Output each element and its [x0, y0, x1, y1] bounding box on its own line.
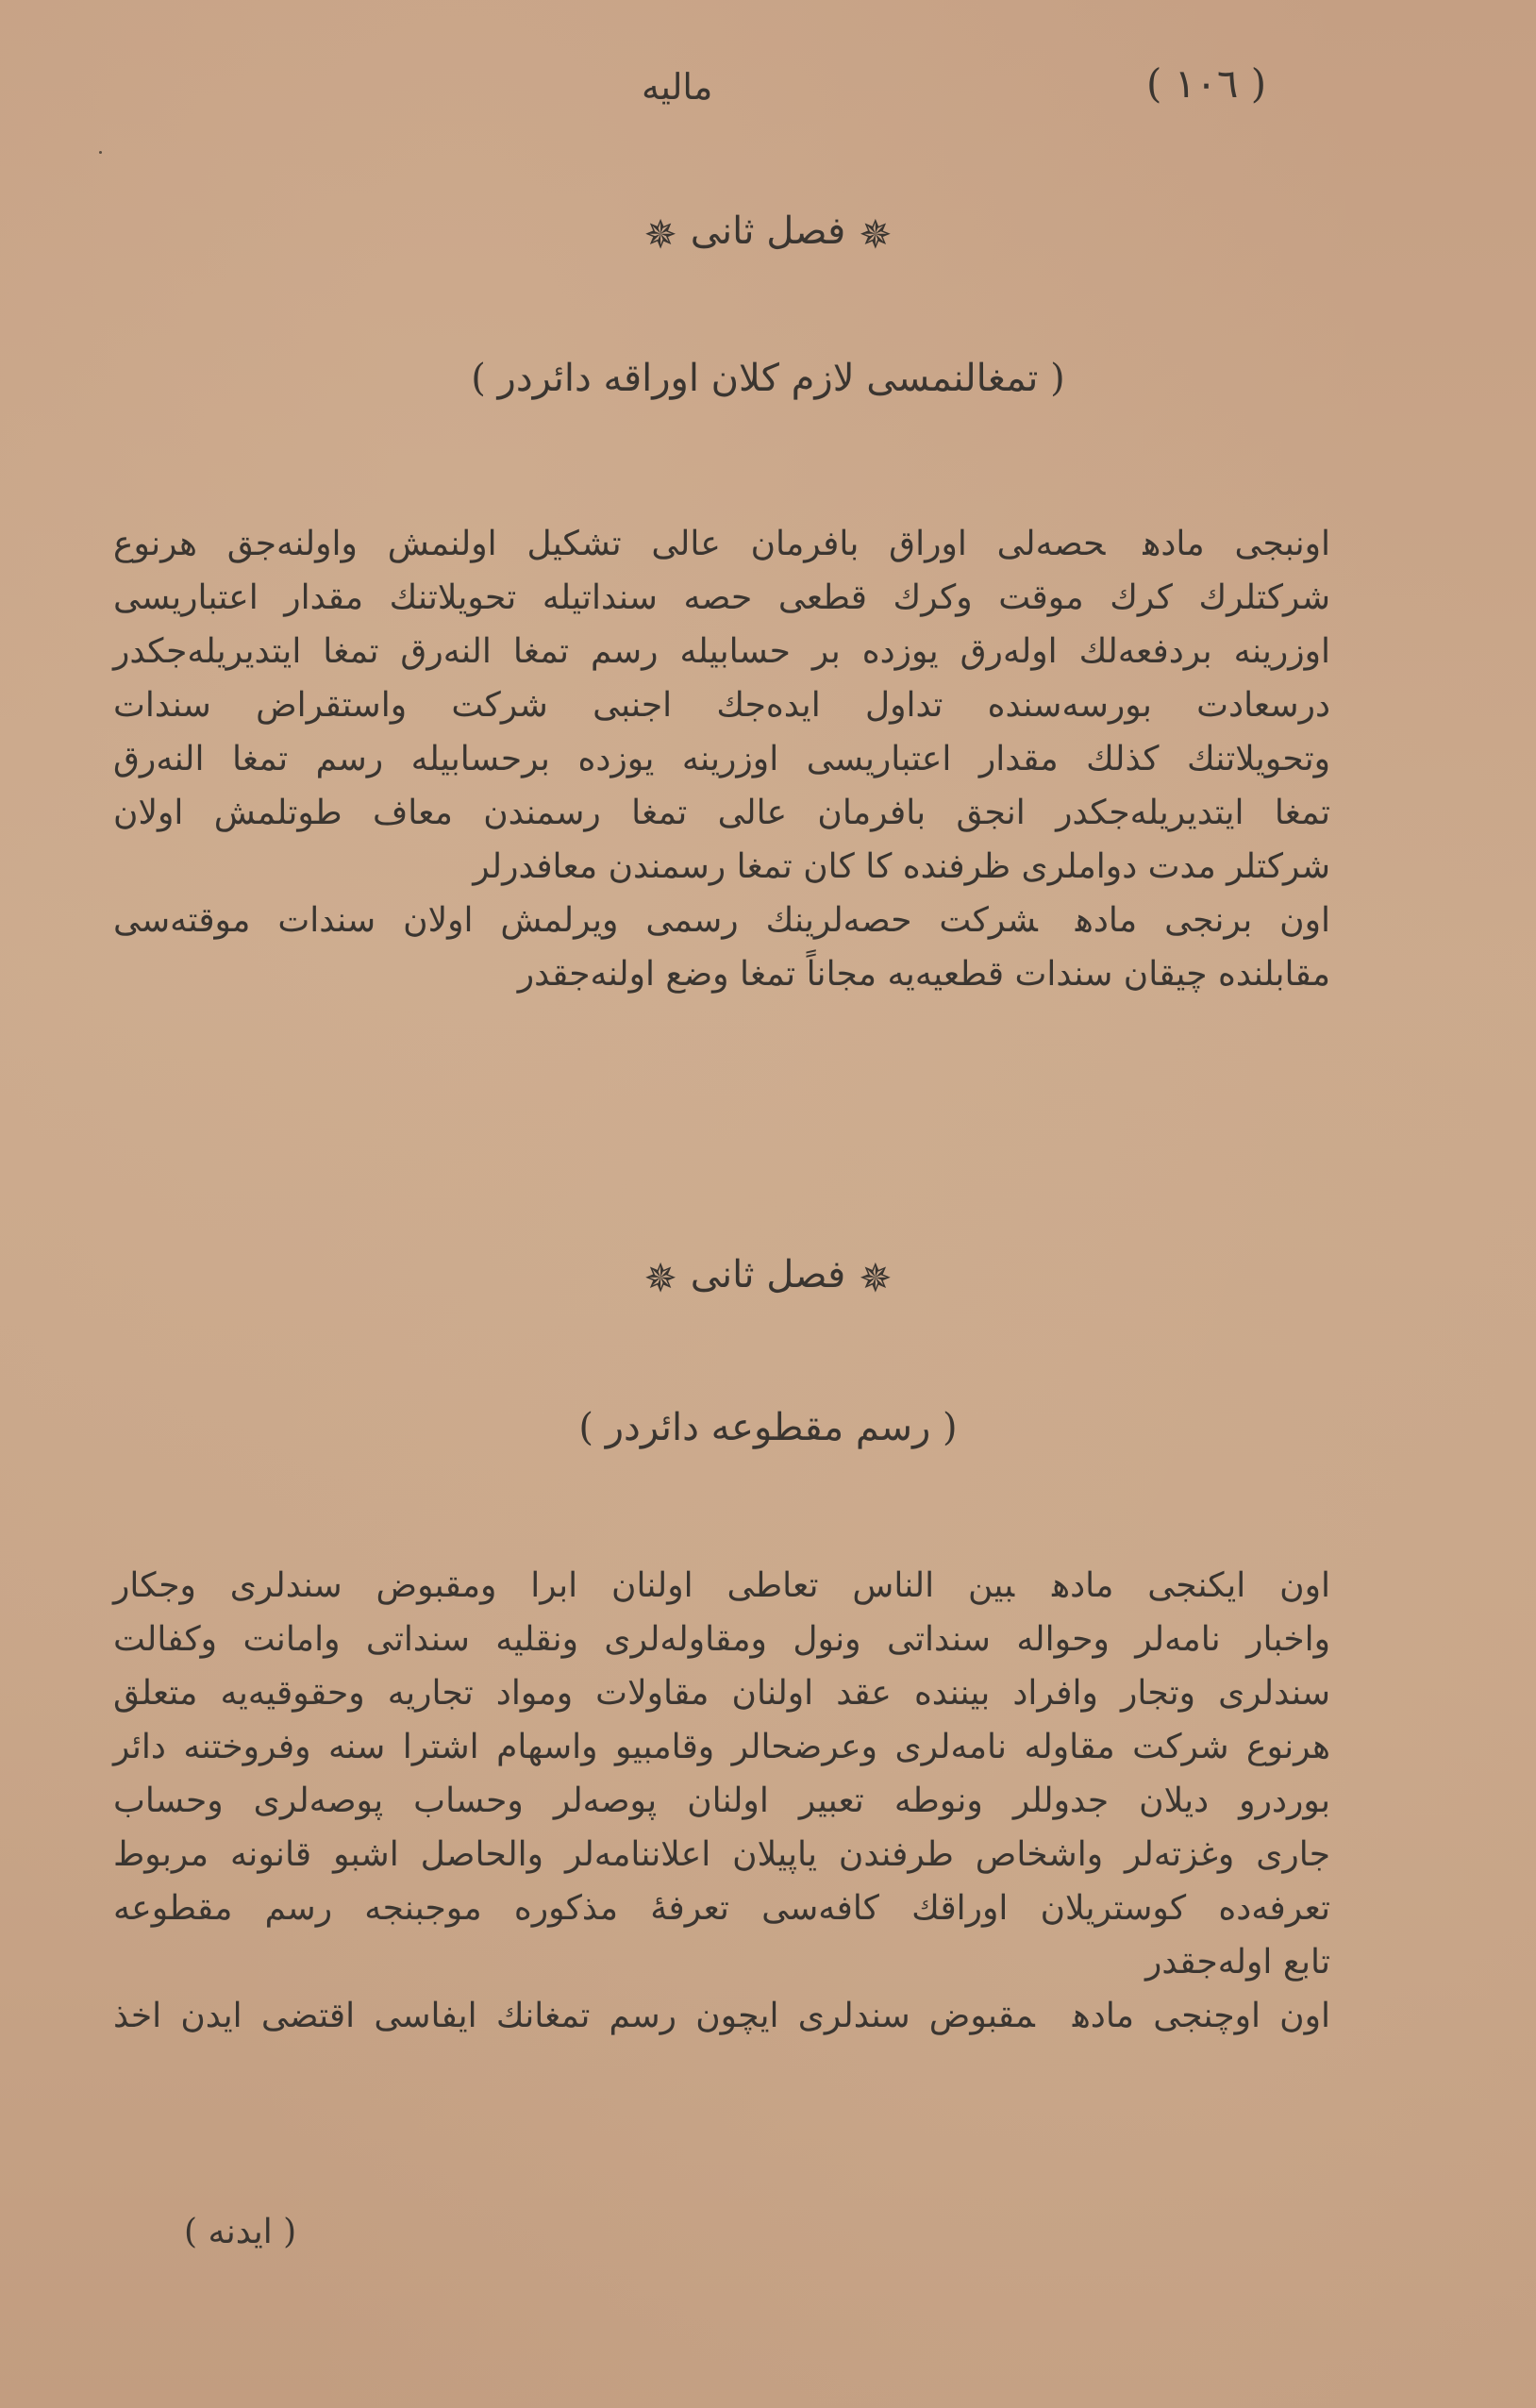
article-label: اون اوچنجی ماده [1072, 1997, 1330, 2035]
article-line: واخبار نامه‌لر وحواله سنداتی ونول ومقاوله‌لری ونقلیه سنداتی وامانت وکفالت [113, 1620, 1330, 1659]
article-line: تمغا ایتدیریله‌جکدر انجق بافرمان عالی تمغا رسمندن معاف طوتلمش اولان [113, 794, 1330, 832]
article-line: اون اوچنجی مادهمقبوض سندلری ایچون رسم تمغانك ایفاسی اقتضی ایدن اخذ [113, 1997, 1330, 2035]
section-subheading-1: ( تمغالنمسی لازم کلان اوراقه دائردر ) [471, 357, 1065, 400]
star-ornament-icon: ✵ [859, 1254, 893, 1301]
article-line: اون برنجی مادهشرکت حصه‌لرینك رسمی ویرلمش اولان سندات موقته‌سی [113, 901, 1330, 940]
running-title: مالیه [642, 66, 713, 108]
article-line: شرکتلر مدت دواملری ظرفنده کا کان تمغا رسمندن معافدرلر [473, 847, 1330, 886]
page-header [0, 59, 1536, 125]
article-line: تعرفه‌ده کوستریلان اوراقك کافه‌سی تعرفهٔ مذکوره موجبنجه رسم مقطوعه [113, 1889, 1330, 1928]
article-line: هرنوع شرکت مقاوله نامه‌لری وعرضحالر وقامبیو واسهام اشترا سنه وفروختنه دائر [113, 1728, 1330, 1766]
article-line: اوزرینه بردفعه‌لك اوله‌رق یوزده بر حسابیله رسم تمغا النه‌رق تمغا ایتدیریله‌جکدر [113, 632, 1330, 671]
section-heading-text: فصل ثانی [690, 209, 846, 253]
article-line: درسعادت بورسه‌سنده تداول ایده‌جك اجنبی شرکت واستقراض سندات [113, 686, 1330, 725]
star-ornament-icon: ✵ [643, 1254, 677, 1301]
article-label: اون برنجی ماده [1075, 901, 1330, 940]
article-line: تابع اوله‌جقدر [1144, 1943, 1330, 1982]
article-line: اونبجی مادهحصه‌لی اوراق بافرمان عالی تشکیل اولنمش واولنه‌جق هرنوع [113, 525, 1330, 563]
article-label: اون ایکنجی ماده [1052, 1566, 1330, 1605]
article-line: مقابلنده چیقان سندات قطعیه‌یه مجاناً تمغا وضع اولنه‌جقدر [517, 955, 1330, 994]
article-line: وتحویلاتنك كذلك مقدار اعتباریسی اوزرینه یوزده برحسابیله رسم تمغا النه‌رق [113, 740, 1330, 778]
section-body-1 [113, 517, 1330, 1001]
section-heading-2 [0, 1253, 1536, 1301]
section-subheading-2: ( رسم مقطوعه دائردر ) [578, 1406, 958, 1449]
article-line: جاری وغزته‌لر واشخاص طرفندن یاپیلان اعلاننامه‌لر والحاصل اشبو قانونه مربوط [113, 1835, 1330, 1874]
article-line: سندلری وتجار وافراد بیننده عقد اولنان مقاولات ومواد تجاریه وحقوقیه‌یه متعلق [113, 1674, 1330, 1713]
section-heading-1 [0, 209, 1536, 258]
article-line: اون ایکنجی مادهبین الناس تعاطی اولنان ابرا ومقبوض سندلری وجکار [113, 1566, 1330, 1605]
article-line: بوردرو دیلان جدوللر ونوطه تعبیر اولنان پوصه‌لر وحساب پوصه‌لری وحساب [113, 1781, 1330, 1820]
article-line: شرکتلرك كرك موقت وكرك قطعی حصه سنداتیله تحویلاتنك مقدار اعتباریسی [113, 578, 1330, 617]
section-body-2 [113, 1559, 1330, 2043]
page-number: ( ١٠٦ ) [1146, 60, 1267, 107]
star-ornament-icon: ✵ [643, 210, 677, 258]
star-ornament-icon: ✵ [859, 210, 893, 258]
catchword: ( ایدنه ) [184, 2213, 297, 2251]
article-label: اونبجی ماده [1143, 525, 1330, 563]
section-heading-text: فصل ثانی [690, 1253, 846, 1296]
scan-speck [99, 151, 102, 154]
